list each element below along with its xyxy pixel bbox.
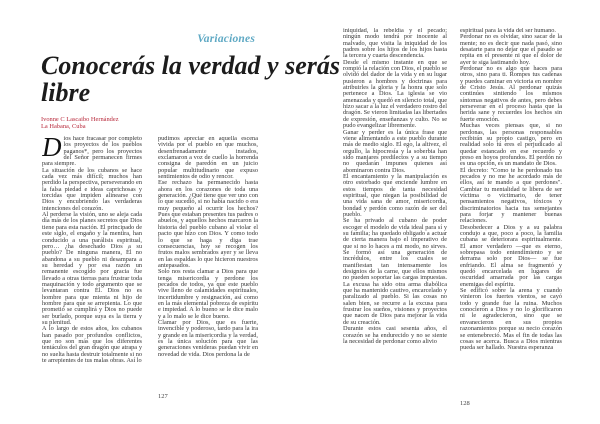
paragraph bbox=[42, 326, 142, 364]
paragraph-text: pudimos apreciar en aquella escena vivida por el pueblo en que muchos, desenfrenadamente instados, exclamaron a voz de cuello la horrenda consigna de paredón en un juicio popular multitudinario que expuso sentimientos de odio y rencor. bbox=[158, 136, 258, 181]
paragraph-text: Ese rechazo ha permanecido hasta ahora en los corazones de toda una generación. ¿Qué tiene que ver uno con lo que sucedió, si no había nacido o era muy pequeño al ocurrir los hechos? Pues que estaban presentes tus padres o abuelos, y aquellos hechos marcaron la historia del pueblo cubano al violar el pacto que hizo con Dios. Y como todo lo que se haga y diga trae consecuencias, hoy se recogen los frutos malos sembrados ayer y se lleva en las espaldas lo que hicieron nuestros antepasados. bbox=[158, 179, 258, 269]
paragraph-text: El decreto: "Como te he perdonado tus pecados y no me he acordado más de ellos, así te mando a que perdones". Cambiar tu mentalidad te libera de ser víctima o victimario, de tener pensamientos negativos, tóxicos y discriminatorios hacia tus semejantes para forjar y mantener buenas relaciones. bbox=[460, 166, 562, 225]
paragraph-text: Se edificó sobre la arena y cuando vinieron los fuertes vientos, se cayó todo y grande fue la ruina. Muchos conocieron a Dios y no lo glorificaron ni le agradecieron, sino que se envanecieron en sus propios razonamientos porque su necio corazón se entenebreció. Mas el fin de todas las cosas se acerca. Busca a Dios mientras pueda ser hallado. Nuestra esperanza bbox=[460, 287, 562, 352]
page-number-right: 128 bbox=[460, 400, 470, 407]
paragraph-text: Clamar por Dios, que es fuerte, invencible y poderoso, tardo para la ira y grande en la misericordia y la verdad, es la única solución para que las generaciones venideras puedan vivir en novedad de vida. Dios perdona la de bbox=[158, 318, 258, 358]
paragraph bbox=[343, 130, 447, 174]
paragraph-text: Perdonar no es olvidar, sino sacar de la mente; no es decir que nada pasó, sino desatarte para no dejar que el pasado se repita en el presente ni que el dolor de ayer te siga lastimando hoy. bbox=[460, 33, 562, 66]
column-1 bbox=[42, 136, 142, 388]
author-name: Ivonne C Lascaibo Hernández bbox=[41, 116, 119, 123]
paragraph bbox=[343, 60, 447, 130]
paragraph-text: El encantamiento y la manipulación es otro estorbado que enciende lumbre en estos tiempos de tanta necesidad espiritual, que niegan la posibilidad de una vida sana de amor, misericordia, bondad y perdón como razón de ser del pueblo. bbox=[343, 172, 447, 218]
drop-cap: D bbox=[42, 136, 62, 162]
paragraph-text: Desobedecer a Dios y a su palabra condujo a que, poco a poco, la familia cubana se deteriorara espiritualmente. El amor verdadero —que es eterno, sobrepasa todo entendimiento y se derrama solo por Dios— se fue enfriando. El alma se fragmentó y quedó encarcelada en lugares de oscuridad amarrada por las cargas enemigas del espíritu. bbox=[460, 223, 562, 288]
page-number-left: 127 bbox=[158, 393, 168, 400]
paragraph-text: espiritual para la vida del ser humano. bbox=[460, 28, 556, 34]
paragraph bbox=[42, 212, 142, 326]
paragraph bbox=[158, 180, 258, 269]
byline bbox=[41, 116, 119, 131]
paragraph bbox=[460, 168, 562, 225]
paragraph bbox=[460, 225, 562, 288]
paragraph-text: A lo largo de estos años, los cubanos han pasado por profundos conflictos, que no son más que los diferentes tentáculos del gran dragón que atrapa y no suelta hasta destruir totalmente si no te arrepientes de tus malas obras. Así lo bbox=[42, 325, 142, 365]
paragraph-text: Muchas veces piensas que, si no perdonas, las personas responsables recibirán su propio castigo, pero en realidad solo tú eres el perjudicado al quedar estancado en ese recuerdo y preso en hoyos profundos. El perdón no es una opción, es un mandato de Dios. bbox=[460, 122, 562, 168]
column-3 bbox=[343, 28, 447, 366]
paragraph-text: Perdonar no es algo que haces para otros, sino para ti. Rompes tus cadenas y puedes caminar en victoria en nombre de Cristo Jesús. Al perdonar quizás continúes sintiendo los mismos síntomas negativos de antes, pero debes perseverar en el proceso hasta que la herida sane y recuerdes los hechos sin fuerte emoción. bbox=[460, 65, 562, 123]
paragraph bbox=[158, 136, 258, 180]
paragraph bbox=[42, 136, 142, 168]
paragraph-text: iniquidad, la rebeldía y el pecado; ningún modo tendrá por inocente al malvado, que visita la iniquidad de los padres sobre los hijos de los hijos hasta la tercera y cuarta descendencia. bbox=[343, 28, 447, 60]
column-4 bbox=[460, 28, 562, 366]
paragraph-text: ios hace fracasar por completo los proyectos de los pueblos paganos*, pero los proyectos del Señor permanecen firmes para siempre. bbox=[42, 136, 142, 168]
paragraph-text: Desde el mismo instante en que se rompió la relación con Dios, el pueblo se olvidó del dador de la vida y en su lugar pusieron a hombres y doctrinas para atribuirles la gloria y la honra que solo pertenece a Dios. La iglesia se vio amenazada y quedó en silencio total, que hizo sacar a la luz el verdadero rostro del dragón. Se vieron limitadas las libertades de expresión, enseñanzas y culto. No se pudo evangelizar libremente. bbox=[343, 58, 447, 130]
column-2 bbox=[158, 136, 258, 376]
paragraph bbox=[343, 326, 447, 345]
paragraph bbox=[343, 28, 447, 60]
paragraph-text: Durante estos casi sesenta años, el corazón se ha endurecido y no se siente la necesidad de perdonar como alivio bbox=[343, 325, 447, 345]
paragraph bbox=[460, 34, 562, 66]
paragraph-text: Ganar y perder es la única frase que viene alimentando a este pueblo durante más de medio siglo. El ego, la altivez, el orgullo, la hipocresía y la soberbia han sido manjares predilectos y a su tiempo no quedarán impunes quienes así abominaron contra Dios. bbox=[343, 128, 447, 174]
author-location: La Habana, Cuba bbox=[41, 123, 86, 131]
section-label: Variaciones bbox=[197, 33, 255, 45]
paragraph bbox=[42, 168, 142, 212]
paragraph-text: Solo nos resta clamar a Dios para que tenga misericordia y perdone los pecados de todos, ya que este pueblo vive lleno de calamidades espirituales, incertidumbre y resignación, así como en la más elemental pobreza de espíritu e impiedad. A lo bueno se le dice malo y a lo malo se le dice bueno. bbox=[158, 268, 258, 320]
paragraph-text: La situación de los cubanos se hace cada vez más difícil; muchos han perdido la perspectiva, perseverando en la falsa piedad e ideas caprichosas y torcidas que impiden alinearse con Dios y encubriendo las verdaderas intenciones del corazón. bbox=[42, 166, 142, 212]
paragraph bbox=[343, 174, 447, 218]
paragraph bbox=[460, 66, 562, 123]
paragraph bbox=[460, 123, 562, 167]
paragraph-text: Se ha privado al cubano de poder escoger el modelo de vida ideal para sí y su familia; ha quedado obligado a actuar de cierta manera bajo el imperativo de que si no lo haces a mi modo, no sirves. Se formó así una generación de incrédulos, entre los cuales se manifiestan tan intensamente los designios de la carne, que ellos mismos no pueden soportar las cargas impuestas. La excusa ha sido otra arma diabólica que ha mantenido cautivo, encarcelado y paralizado al pueblo. Si las cosas no salen bien, se recurre a la excusa para frustrar los sueños, visiones y proyectos que nacen de Dios para mejorar la vida de su creación. bbox=[343, 217, 447, 326]
article-title: Conocerás la verdad y serás libre bbox=[41, 51, 340, 107]
paragraph bbox=[343, 218, 447, 326]
paragraph bbox=[158, 269, 258, 320]
paragraph bbox=[158, 320, 258, 358]
paragraph-text: Al perderse la visión, uno se aleja cada día más de los planes secretos que Dios tiene para esta nación. El principado de este siglo, el engaño y la mentira, han conducido a una parálisis espiritual, pero… ¿ha desechado Dios a su pueblo? De ninguna manera, Él no abandona a su pueblo ni desampara a su heredad y por esa razón un remanente escogido por gracia fue llevado a otras tierras para frustrar toda maquinación y todo argumento que se levantaran contra Él. Dios no es hombre para que mienta ni hijo de hombre para que se arrepienta. Lo que prometió se cumplirá y Dios no puede ser burlado, porque suya es la tierra y su plenitud. bbox=[42, 211, 142, 326]
paragraph bbox=[460, 288, 562, 351]
